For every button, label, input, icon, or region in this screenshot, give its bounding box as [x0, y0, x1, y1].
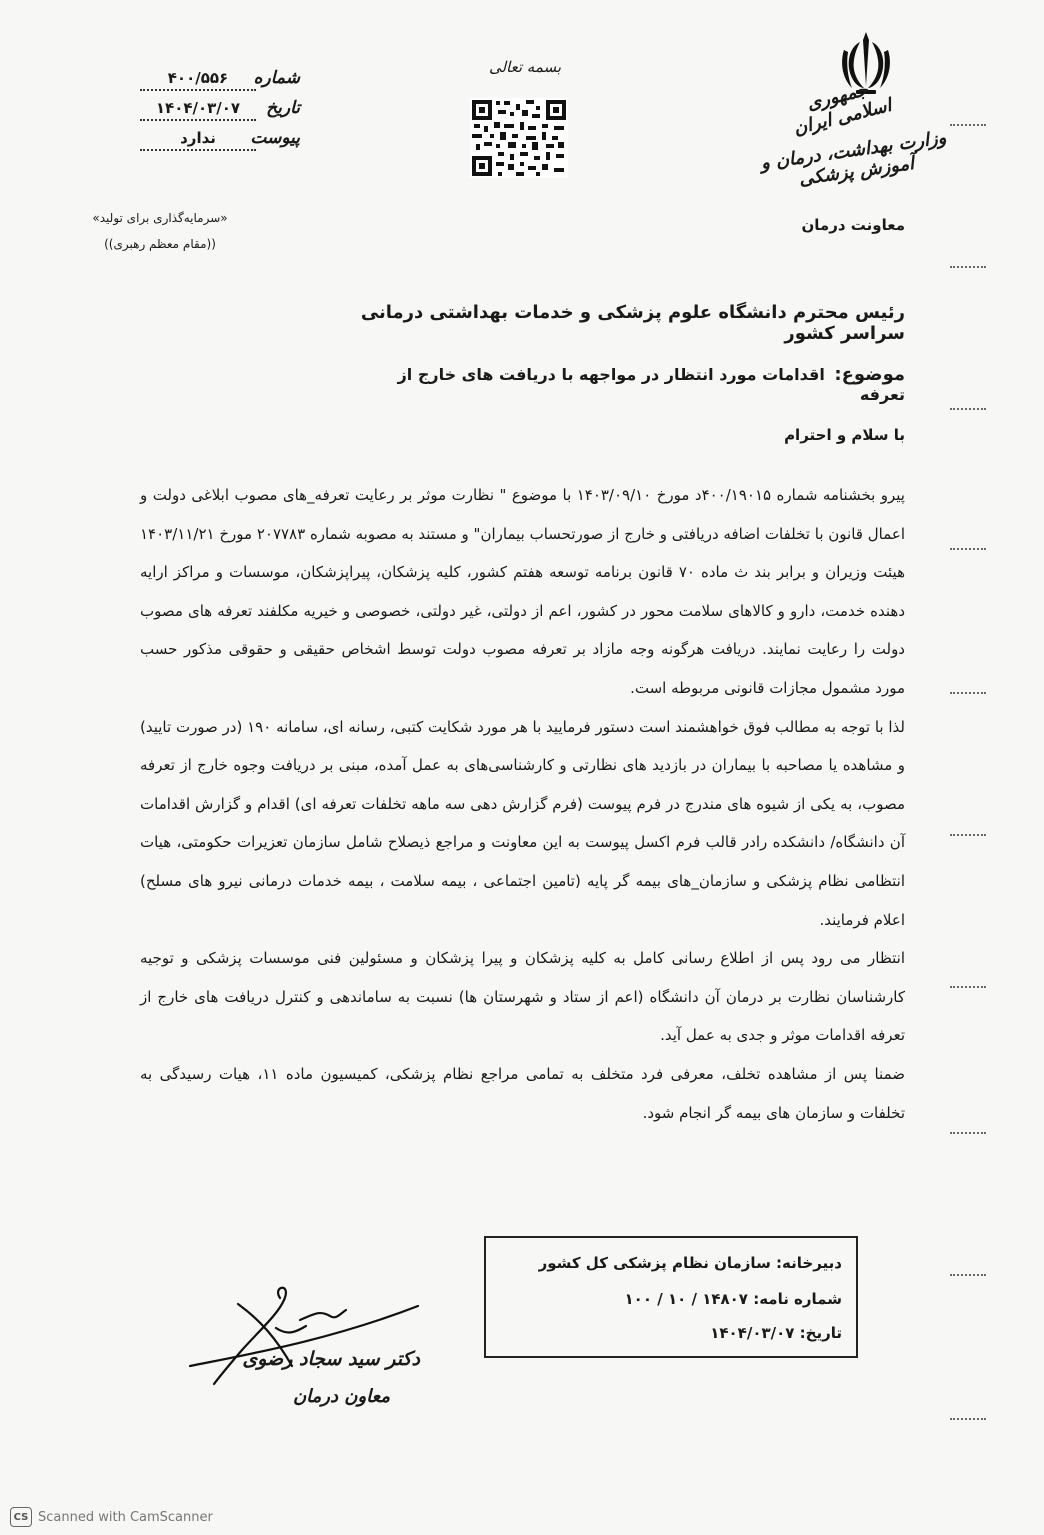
qr-code-icon [470, 98, 568, 178]
date-label: تاریخ [266, 98, 300, 118]
number-value: ۴۰۰/۵۵۶ [140, 69, 256, 91]
margin-dots [950, 692, 986, 694]
margin-dots [950, 1418, 986, 1420]
registration-number: شماره نامه: ۱۴۸۰۷ / ۱۰ / ۱۰۰ [624, 1290, 842, 1308]
scanner-watermark [10, 1506, 213, 1528]
margin-dots [950, 266, 986, 268]
slogan [80, 205, 240, 257]
signature-icon [180, 1280, 430, 1390]
number-label: شماره [253, 68, 300, 88]
greeting: با سلام و احترام [784, 426, 905, 444]
attachment-value: ندارد [140, 129, 256, 151]
slogan-line2: ((مقام معظم رهبری)) [104, 237, 216, 251]
subject-text: اقدامات مورد انتظار در مواجهه با دریافت های خارج از تعرفه [397, 365, 905, 404]
attachment-row [140, 128, 300, 158]
bismillah: بسمه تعالی [488, 58, 562, 76]
body-paragraph: ضمنا پس از مشاهده تخلف، معرفی فرد متخلف به تمامی مراجع نظام پزشکی، کمیسیون ماده ۱۱، هیات رسیدگی به تخلفات و سازمان های بیمه گر انجام شود. [140, 1064, 905, 1122]
signer-title: معاون درمان [292, 1386, 390, 1407]
subject-label: موضوع: [834, 364, 905, 385]
letter-body [140, 476, 905, 1132]
ministry-line2: وزارت بهداشت، درمان و آموزش پزشکی [759, 127, 948, 190]
body-paragraph: لذا با توجه به مطالب فوق خواهشمند است دستور فرمایید با هر مورد شکایت کتبی، رسانه ای، سامانه ۱۹۰ (در صورت تایید) و مشاهده یا مصاحبه با بیماران در بازدید های نظارتی و کارشناسی‌های به عمل آمده، مبنی بر دریافت وجوه خارج از تعرفه مصوب، به یکی از شیوه های مندرج در فرم پیوست (فرم گزارش دهی سه ماهه تخلفات تعرفه ای) اقدام و گزارش اقدامات آن دانشگاه/ دانشکده رادر قالب فرم اکسل پیوست به این معاونت و مراجع ذیصلاح شامل سازمان تعزیرات حکومتی، هیات انتظامی نظام پزشکی و سازمان_های بیمه گر پایه (تامین اجتماعی ، بیمه سلامت ، بیمه خدمات درمانی نیرو های مسلح) اعلام فرمایند. [140, 717, 905, 929]
addressee: رئیس محترم دانشگاه علوم پزشکی و خدمات بهداشتی درمانی سراسر کشور [360, 302, 905, 344]
slogan-line1: «سرمایه‌گذاری برای تولید» [92, 211, 228, 225]
camscanner-logo-icon: CS [10, 1507, 32, 1527]
margin-dots [950, 1132, 986, 1134]
margin-dots [950, 834, 986, 836]
number-row [140, 68, 300, 98]
signer-name: دکتر سید سجاد رضوی [242, 1348, 420, 1370]
margin-dots [950, 548, 986, 550]
margin-dots [950, 124, 986, 126]
body-paragraph: پیرو بخشنامه شماره ۴۰۰/۱۹۰۱۵د مورخ ۱۴۰۳/۰۹/۱۰ با موضوع " نظارت موثر بر رعایت تعرفه_های مصوب ابلاغی دولت و اعمال قانون با تخلفات اضافه دریافتی و خارج از صورتحساب بیماران" و مستند به مصوبه شماره ۲۰۷۷۸۳ مورخ ۱۴۰۳/۱۱/۲۱ هیئت وزیران و برابر بند ث ماده ۷۰ قانون برنامه توسعه هفتم کشور، کلیه پزشکان، پیراپزشکان، موسسات و مراکز ارایه دهنده خدمت، دارو و کالاهای سلامت محور در کشور، اعم از دولتی، غیر دولتی، خصوصی و خیریه مکلفند تعرفه های مصوب دولت را رعایت نمایند. دریافت هرگونه وجه مازاد بر تعرفه مصوب دولت توسط اشخاص حقیقی و حقوقی مذکور حسب مورد مشمول مجازات قانونی مربوطه است. [140, 486, 905, 697]
margin-dots [950, 408, 986, 410]
registration-date: تاریخ: ۱۴۰۴/۰۳/۰۷ [710, 1324, 842, 1342]
registration-stamp [484, 1236, 858, 1358]
body-paragraph: انتظار می رود پس از اطلاع رسانی کامل به کلیه پزشکان و پیرا پزشکان و مسئولین فنی موسسات پزشکی و توجیه کارشناسان نظارت بر درمان آن دانشگاه (اعم از ستاد و شهرستان ها) نسبت به ساماندهی و کنترل دریافت های خارج از تعرفه اقدامات موثر و جدی به عمل آید. [140, 949, 905, 1045]
date-row [140, 98, 300, 128]
margin-dots [950, 986, 986, 988]
deputy-label: معاونت درمان [801, 216, 905, 234]
attachment-label: پیوست [250, 128, 300, 148]
registration-office: دبیرخانه: سازمان نظام پزشکی کل کشور [538, 1254, 842, 1272]
letter-meta [140, 68, 300, 158]
subject-line [380, 364, 905, 404]
ministry-line1: جمهوری اسلامی ایران [791, 79, 894, 140]
scanner-text: Scanned with CamScanner [38, 1509, 213, 1525]
date-value: ۱۴۰۴/۰۳/۰۷ [140, 99, 256, 121]
margin-dots [950, 1274, 986, 1276]
